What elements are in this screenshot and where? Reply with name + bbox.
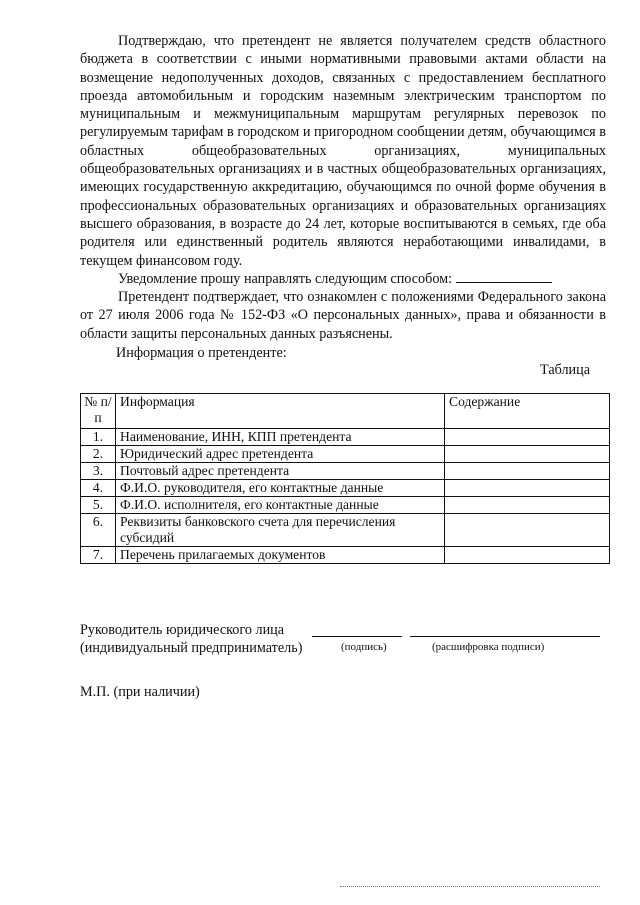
table-row [81,497,610,514]
header-info: Информация [116,394,445,429]
personal-data-paragraph: Претендент подтверждает, что ознакомлен с положениями Федерального закона от 27 июля 2006 года № 152-ФЗ «О персональных данных», права и обязанности в области защиты персональных данных разъяснены. [80,289,606,342]
page-bottom-divider [340,886,600,887]
signature-block [80,621,302,657]
table-caption: Таблица [540,362,591,378]
table-row [81,514,610,547]
row-num: 5. [81,497,116,514]
row-num: 4. [81,480,116,497]
row-num: 6. [81,514,116,547]
table-header-row [81,394,610,429]
stamp-place: М.П. (при наличии) [80,684,200,700]
signature-decoding-hint: (расшифровка подписи) [432,641,545,653]
table-row [81,480,610,497]
signatory-subtitle: (индивидуальный предприниматель) [80,640,303,656]
row-info: Ф.И.О. исполнителя, его контактные данные [116,497,445,514]
row-content[interactable] [445,514,610,547]
row-info: Почтовый адрес претендента [116,463,445,480]
table-row [81,429,610,446]
row-num: 2. [81,446,116,463]
intro-text [80,32,606,343]
row-content[interactable] [445,446,610,463]
header-num: № п/п [81,394,116,429]
row-info: Наименование, ИНН, КПП претендента [116,429,445,446]
row-content[interactable] [445,463,610,480]
signatory-title: Руководитель юридического лица [80,622,285,638]
applicant-info-heading: Информация о претенденте: [116,345,287,361]
header-content: Содержание [445,394,610,429]
row-num: 7. [81,547,116,564]
row-info: Перечень прилагаемых документов [116,547,445,564]
row-num: 1. [81,429,116,446]
signature-decoding-line[interactable] [410,636,600,637]
confirmation-paragraph: Подтверждаю, что претендент не является получателем средств областного бюджета в соответствии с иными нормативными правовыми актами области на возмещение недополученных доходов, связанных с предоставлением бесплатного проезда автомобильным и городским наземным электрическим транспортом по муниципальным и межмуниципальным маршрутам регулярных перевозок по регулируемым тарифам в городском и пригородном сообщении детям, обучающимся в областных общеобразовательных организациях, муниципальных общеобразовательных организациях и в частных общеобразовательных организациях, имеющих государственную аккредитацию, обучающимся по очной форме обучения в профессиональных образовательных организациях и образовательных организациях высшего образования, в возрасте до 24 лет, которые воспитываются в семьях, где оба родителя или единственный родитель являются неработающими инвалидами, в текущем финансовом году. [80,33,606,269]
row-content[interactable] [445,547,610,564]
table-row [81,446,610,463]
row-info: Ф.И.О. руководителя, его контактные данные [116,480,445,497]
notification-text: Уведомление прошу направлять следующим способом: [118,270,453,287]
notification-method-blank[interactable] [456,270,552,283]
row-content[interactable] [445,429,610,446]
row-content[interactable] [445,480,610,497]
table-row [81,463,610,480]
table-row [81,547,610,564]
signature-line[interactable] [312,636,402,637]
row-info: Юридический адрес претендента [116,446,445,463]
signature-hint: (подпись) [341,641,387,653]
row-content[interactable] [445,497,610,514]
applicant-info-table [80,393,610,564]
notification-paragraph [80,270,606,288]
row-info: Реквизиты банковского счета для перечисления субсидий [116,514,445,547]
row-num: 3. [81,463,116,480]
